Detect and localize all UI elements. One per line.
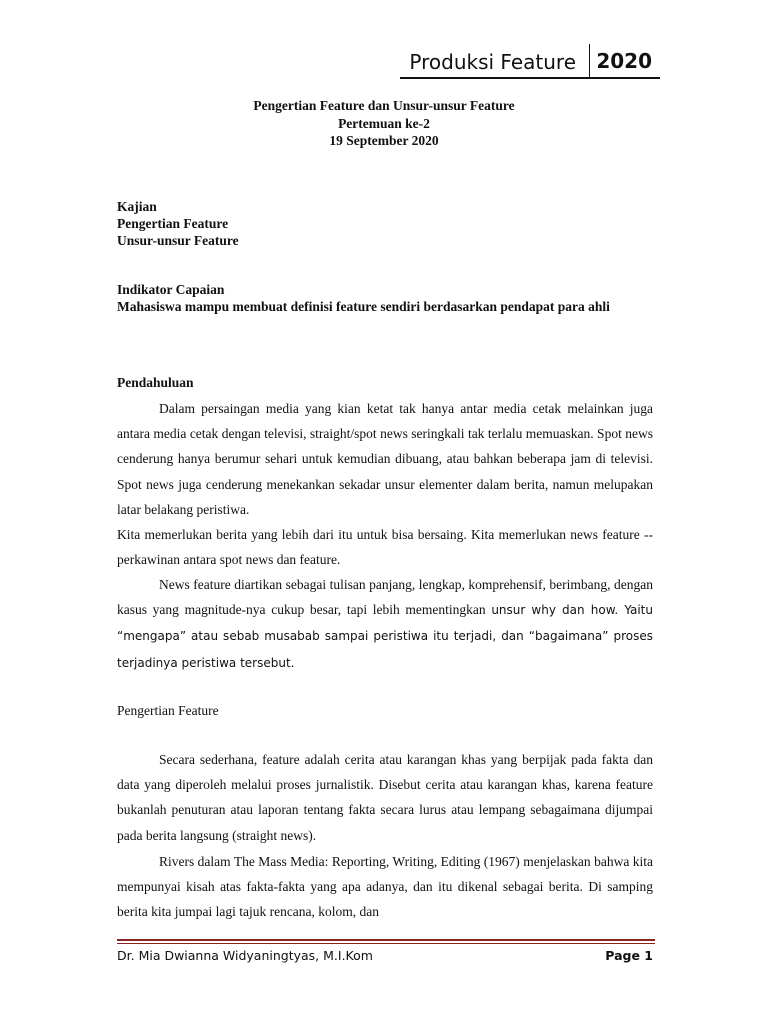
kajian-section: [117, 198, 657, 249]
kajian-heading: Kajian: [117, 199, 157, 214]
pendahuluan-paragraph-3-sans: unsur why dan how. Yaitu “mengapa” atau sebab musabab sampai peristiwa itu terjadi, dan “bagaimana” proses terjadinya peristiwa tersebut.: [117, 603, 653, 670]
indikator-section: [117, 281, 637, 315]
pendahuluan-paragraph-3-serif: News feature diartikan sebagai tulisan panjang, lengkap, komprehensif, berimbang, dengan kasus yang magnitude-nya cukup besar, tapi lebih mementingkan: [117, 577, 653, 618]
pendahuluan-paragraph-2: Kita memerlukan berita yang lebih dari itu untuk bisa bersaing. Kita memerlukan news feature -- perkawinan antara spot news dan feature.: [117, 527, 653, 568]
kajian-item: Pengertian Feature: [117, 216, 229, 231]
title-line-1: Pengertian Feature dan Unsur-unsur Feature: [253, 98, 515, 113]
pengertian-paragraph-2: Rivers dalam The Mass Media: Reporting, Writing, Editing (1967) menjelaskan bahwa kita mempunyai kisah atas fakta-fakta yang apa adanya, dan itu dikenal sebagai berita. Di samping berita kita jumpai lagi tajuk rencana, kolom, dan: [117, 854, 653, 920]
footer-rule: [117, 939, 655, 941]
header-year: 2020: [596, 49, 652, 73]
footer-author: Dr. Mia Dwianna Widyaningtyas, M.I.Kom: [117, 948, 373, 963]
header-title: Produksi Feature: [409, 50, 576, 74]
pengertian-paragraph-1: Secara sederhana, feature adalah cerita atau karangan khas yang berpijak pada fakta dan data yang diperoleh melalui proses jurnalistik. Disebut cerita atau karangan khas, karena feature bukanlah penuturan atau laporan tentang fakta secara lurus atau lempang sebagaimana dijumpai pada berita langsung (straight news).: [117, 752, 653, 843]
title-line-2: Pertemuan ke-2: [338, 115, 430, 131]
document-title: [0, 97, 768, 150]
header-rule: [400, 77, 660, 79]
page-header: [400, 44, 660, 84]
indikator-heading: Indikator Capaian: [117, 282, 225, 297]
pendahuluan-paragraph-3: [117, 572, 653, 676]
page-number: Page 1: [605, 948, 653, 963]
pendahuluan-paragraph-1: Dalam persaingan media yang kian ketat tak hanya antar media cetak melainkan juga antara media cetak dengan televisi, straight/spot news seringkali tak terlalu memuaskan. Spot news cenderung hanya berumur sehari untuk kemudian dibuang, atau bahkan beberapa jam di televisi. Spot news juga cenderung menekankan sekadar unsur elementer dalam berita, namun melupakan latar belakang peristiwa.: [117, 401, 653, 517]
kajian-item: Unsur-unsur Feature: [117, 233, 239, 248]
pengertian-heading: Pengertian Feature: [117, 703, 219, 718]
header-divider: [589, 44, 591, 78]
title-line-3: 19 September 2020: [329, 133, 439, 148]
indikator-text: Mahasiswa mampu membuat definisi feature sendiri berdasarkan pendapat para ahli: [117, 299, 610, 314]
footer-rule-thin: [117, 943, 655, 944]
pendahuluan-heading: Pendahuluan: [117, 375, 194, 390]
